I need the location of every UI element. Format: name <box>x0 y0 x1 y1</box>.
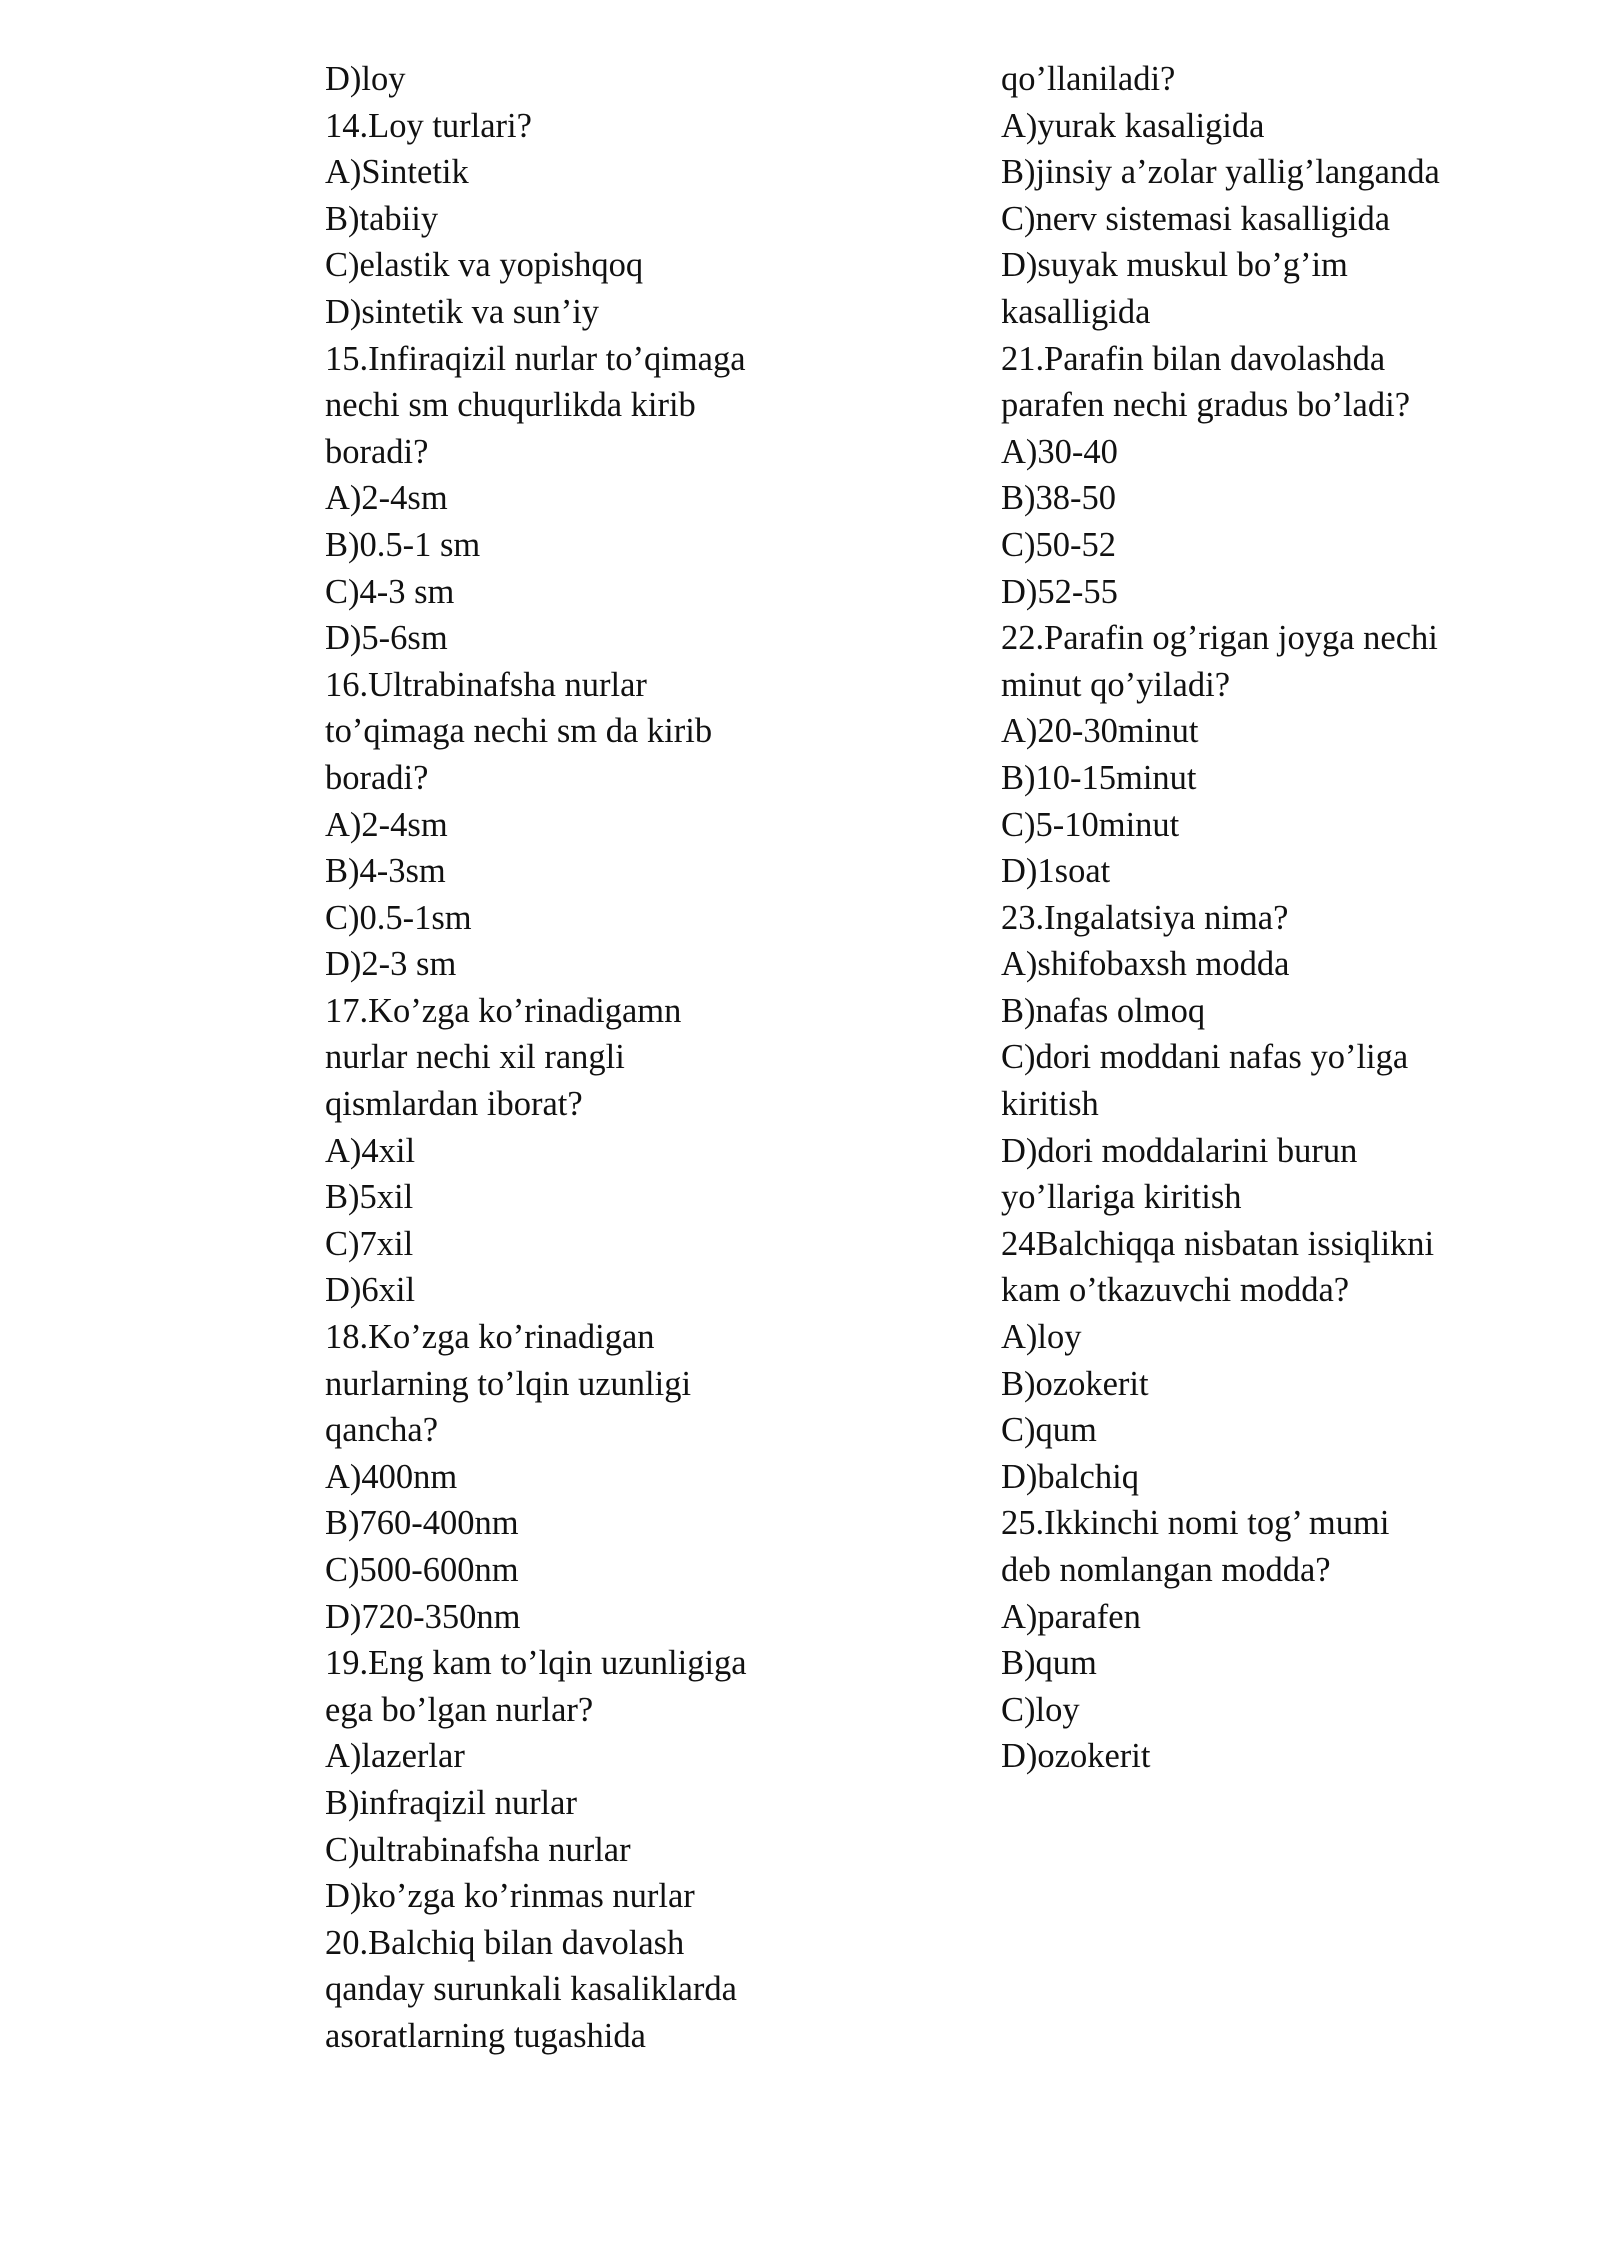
text-line: A)shifobaxsh modda <box>1001 945 1290 984</box>
text-line: 18.Ko’zga ko’rinadigan <box>325 1318 655 1357</box>
text-line: parafen nechi gradus bo’ladi? <box>1001 386 1411 425</box>
text-line: asoratlarning tugashida <box>325 2016 646 2055</box>
text-line: B)38-50 <box>1001 479 1116 518</box>
text-line: nurlarning to’lqin uzunligi <box>325 1364 692 1403</box>
text-line: 16.Ultrabinafsha nurlar <box>325 665 647 704</box>
text-line: C)4-3 sm <box>325 572 455 611</box>
text-line: D)ozokerit <box>1001 1737 1151 1776</box>
text-line: B)tabiiy <box>325 199 439 238</box>
text-line: A)2-4sm <box>325 479 448 518</box>
text-line: C)elastik va yopishqoq <box>325 246 644 285</box>
text-line: A)20-30minut <box>1001 712 1199 751</box>
text-line: C)0.5-1sm <box>325 898 472 937</box>
text-line: nechi sm chuqurlikda kirib <box>325 386 696 425</box>
text-line: C)qum <box>1001 1411 1097 1450</box>
text-line: deb nomlangan modda? <box>1001 1551 1331 1589</box>
text-line: C)500-600nm <box>325 1551 519 1589</box>
text-line: B)760-400nm <box>325 1504 519 1543</box>
text-line: D)1soat <box>1001 852 1111 891</box>
text-line: B)ozokerit <box>1001 1364 1149 1403</box>
text-line: B)0.5-1 sm <box>325 525 481 564</box>
text-line: B)10-15minut <box>1001 758 1197 797</box>
text-line: A)2-4sm <box>325 805 448 844</box>
text-line: C)loy <box>1001 1690 1080 1729</box>
text-line: boradi? <box>325 432 429 471</box>
text-line: D)2-3 sm <box>325 945 457 984</box>
text-line: 22.Parafin og’rigan joyga nechi <box>1001 619 1438 658</box>
text-line: qanday surunkali kasaliklarda <box>325 1970 737 2009</box>
text-line: B)5xil <box>325 1178 414 1217</box>
text-line: nurlar nechi xil rangli <box>325 1038 625 1077</box>
text-line: D)sintetik va sun’iy <box>325 292 600 331</box>
text-line: D)52-55 <box>1001 572 1118 611</box>
text-line: D)5-6sm <box>325 619 448 658</box>
text-line: C)dori moddani nafas yo’liga <box>1001 1038 1409 1077</box>
text-line: 20.Balchiq bilan davolash <box>325 1923 685 1962</box>
text-line: D)6xil <box>325 1271 416 1310</box>
text-line: minut qo’yiladi? <box>1001 665 1231 704</box>
text-line: 25.Ikkinchi nomi tog’ mumi <box>1001 1504 1390 1543</box>
text-line: 21.Parafin bilan davolashda <box>1001 339 1386 378</box>
text-line: to’qimaga nechi sm da kirib <box>325 712 713 751</box>
text-line: C)nerv sistemasi kasalligida <box>1001 199 1391 238</box>
text-line: A)400nm <box>325 1457 458 1496</box>
text-line: C)ultrabinafsha nurlar <box>325 1830 631 1869</box>
text-line: kasalligida <box>1001 292 1151 331</box>
text-line: D)suyak muskul bo’g’im <box>1001 246 1348 285</box>
text-line: D)loy <box>325 60 406 98</box>
text-line: D)ko’zga ko’rinmas nurlar <box>325 1877 695 1916</box>
text-line: A)30-40 <box>1001 432 1118 471</box>
text-line: B)nafas olmoq <box>1001 991 1206 1030</box>
text-line: A)loy <box>1001 1318 1082 1357</box>
text-line: qismlardan iborat? <box>325 1085 583 1124</box>
text-line: A)yurak kasaligida <box>1001 106 1265 145</box>
text-line: 23.Ingalatsiya nima? <box>1001 898 1289 937</box>
text-line: D)balchiq <box>1001 1457 1139 1496</box>
text-line: 17.Ko’zga ko’rinadigamn <box>325 991 682 1030</box>
text-line: 15.Infiraqizil nurlar to’qimaga <box>325 339 746 378</box>
text-line: A)Sintetik <box>325 153 469 192</box>
text-line: A)lazerlar <box>325 1737 465 1776</box>
text-line: yo’llariga kiritish <box>1001 1178 1242 1217</box>
text-line: qo’llaniladi? <box>1001 60 1176 98</box>
text-line: B)qum <box>1001 1644 1097 1683</box>
text-line: kiritish <box>1001 1085 1099 1124</box>
text-line: A)4xil <box>325 1131 416 1170</box>
text-line: ega bo’lgan nurlar? <box>325 1690 594 1729</box>
text-line: B)infraqizil nurlar <box>325 1783 577 1822</box>
left-column <box>325 56 885 2060</box>
text-line: C)5-10minut <box>1001 805 1180 844</box>
right-column <box>1001 56 1521 1780</box>
text-line: D)dori moddalarini burun <box>1001 1131 1358 1170</box>
text-line: A)parafen <box>1001 1597 1141 1636</box>
text-line: 14.Loy turlari? <box>325 106 532 145</box>
text-line: C)7xil <box>325 1224 414 1263</box>
text-line: B)4-3sm <box>325 852 446 891</box>
text-line: B)jinsiy a’zolar yallig’langanda <box>1001 153 1440 192</box>
text-line: boradi? <box>325 758 429 797</box>
text-line: 24Balchiqqa nisbatan issiqlikni <box>1001 1224 1435 1263</box>
text-line: D)720-350nm <box>325 1597 521 1636</box>
text-line: qancha? <box>325 1411 439 1450</box>
text-line: kam o’tkazuvchi modda? <box>1001 1271 1350 1310</box>
text-line: 19.Eng kam to’lqin uzunligiga <box>325 1644 747 1683</box>
text-line: C)50-52 <box>1001 525 1116 564</box>
